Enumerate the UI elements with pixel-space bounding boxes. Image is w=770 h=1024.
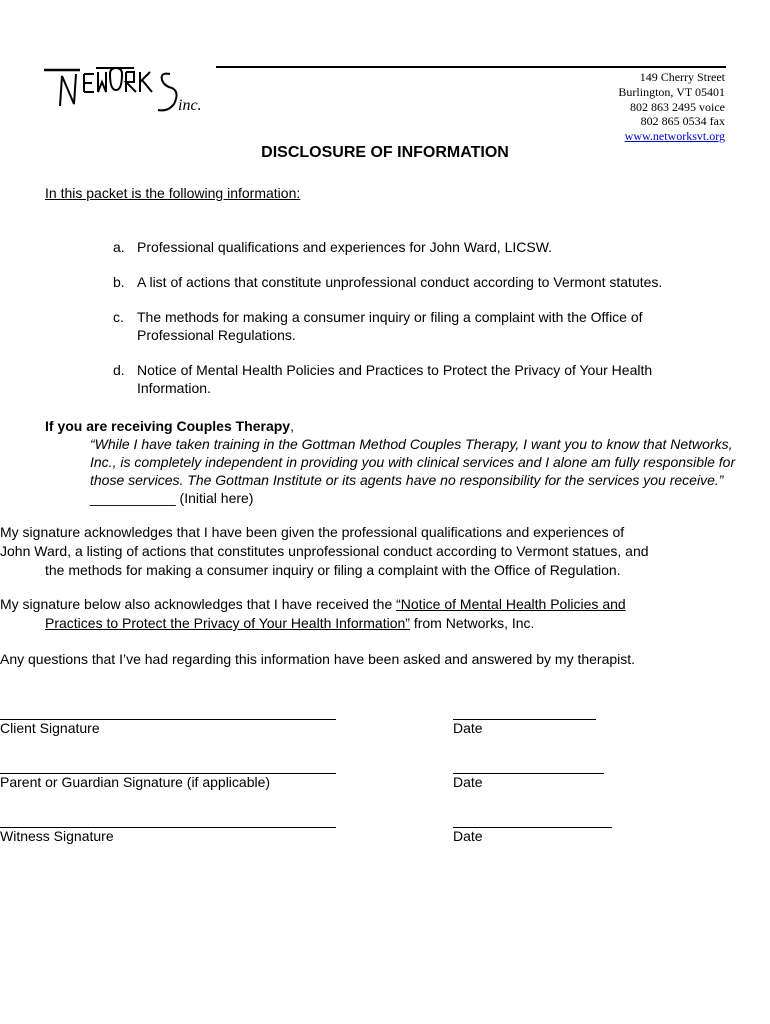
witness-signature-label: Witness Signature [0, 828, 114, 844]
list-item-text: Notice of Mental Health Policies and Practices to Protect the Privacy of Your Health Information. [137, 362, 653, 396]
guardian-signature-label: Parent or Guardian Signature (if applicable) [0, 774, 271, 790]
client-date-label: Date [453, 720, 483, 736]
svg-text:inc.: inc. [178, 97, 202, 114]
address-voice: 802 863 2495 voice [630, 99, 725, 114]
networks-logo [40, 60, 230, 120]
initial-label: (Initial here) [179, 490, 254, 506]
website-link[interactable]: www.networksvt.org [624, 129, 725, 144]
list-item-text: A list of actions that constitute unprofessional conduct according to Vermont statutes. [137, 274, 663, 290]
info-list [113, 238, 733, 414]
ack1-line1: My signature acknowledges that I have been given the professional qualifications and experiences of [0, 524, 625, 540]
ack2-suffix: from Networks, Inc. [409, 615, 535, 631]
intro-text: In this packet is the following information: [45, 185, 301, 201]
list-item-letter: c. [113, 309, 124, 325]
list-item-text: The methods for making a consumer inquiry or filing a complaint with the Office of Professional Regulations. [137, 309, 643, 343]
ack1-line2: John Ward, a listing of actions that constitutes unprofessional conduct according to Vermont statues, and [0, 543, 649, 559]
guardian-date-label: Date [453, 774, 483, 790]
address-city: Burlington, VT 05401 [618, 84, 725, 99]
list-item-text: Professional qualifications and experiences for John Ward, LICSW. [137, 239, 553, 255]
address-block [618, 70, 725, 144]
notice-link-part2: Practices to Protect the Privacy of Your Health Information” [45, 615, 410, 631]
couples-quote [90, 435, 740, 507]
couples-heading-line [45, 417, 294, 435]
acknowledgement-1 [0, 523, 760, 580]
acknowledgement-2 [0, 595, 760, 633]
address-street: 149 Cherry Street [639, 70, 725, 84]
list-item [113, 308, 717, 344]
questions-text: Any questions that I’ve had regarding this information have been asked and answered by my therapist. [0, 651, 636, 667]
initial-blank[interactable]: ___________ [90, 490, 176, 506]
ack2-prefix: My signature below also acknowledges that I have received the [0, 596, 397, 612]
quote-text: “While I have taken training in the Gottman Method Couples Therapy, I want you to know that Networks, Inc., is completely independent in providing you with clinical services and I alone am fully responsible for those services. The Gottman Institute or its agents have no responsibility for the services you receive.” [90, 436, 736, 488]
couples-comma: , [290, 418, 294, 434]
list-item-letter: a. [113, 239, 125, 255]
header-rule [216, 66, 726, 68]
page-title: DISCLOSURE OF INFORMATION [261, 144, 509, 161]
address-fax: 802 865 0534 fax [640, 114, 725, 129]
notice-link-part1: “Notice of Mental Health Policies and [396, 596, 626, 612]
list-item-letter: d. [113, 362, 125, 378]
client-signature-label: Client Signature [0, 720, 100, 736]
list-item-letter: b. [113, 274, 125, 290]
witness-date-label: Date [453, 828, 483, 844]
ack1-line3: the methods for making a consumer inquiry or filing a complaint with the Office of Regulation. [45, 562, 621, 578]
couples-heading: If you are receiving Couples Therapy [45, 418, 291, 434]
list-item [113, 361, 717, 397]
list-item [113, 238, 733, 256]
list-item [113, 273, 733, 291]
